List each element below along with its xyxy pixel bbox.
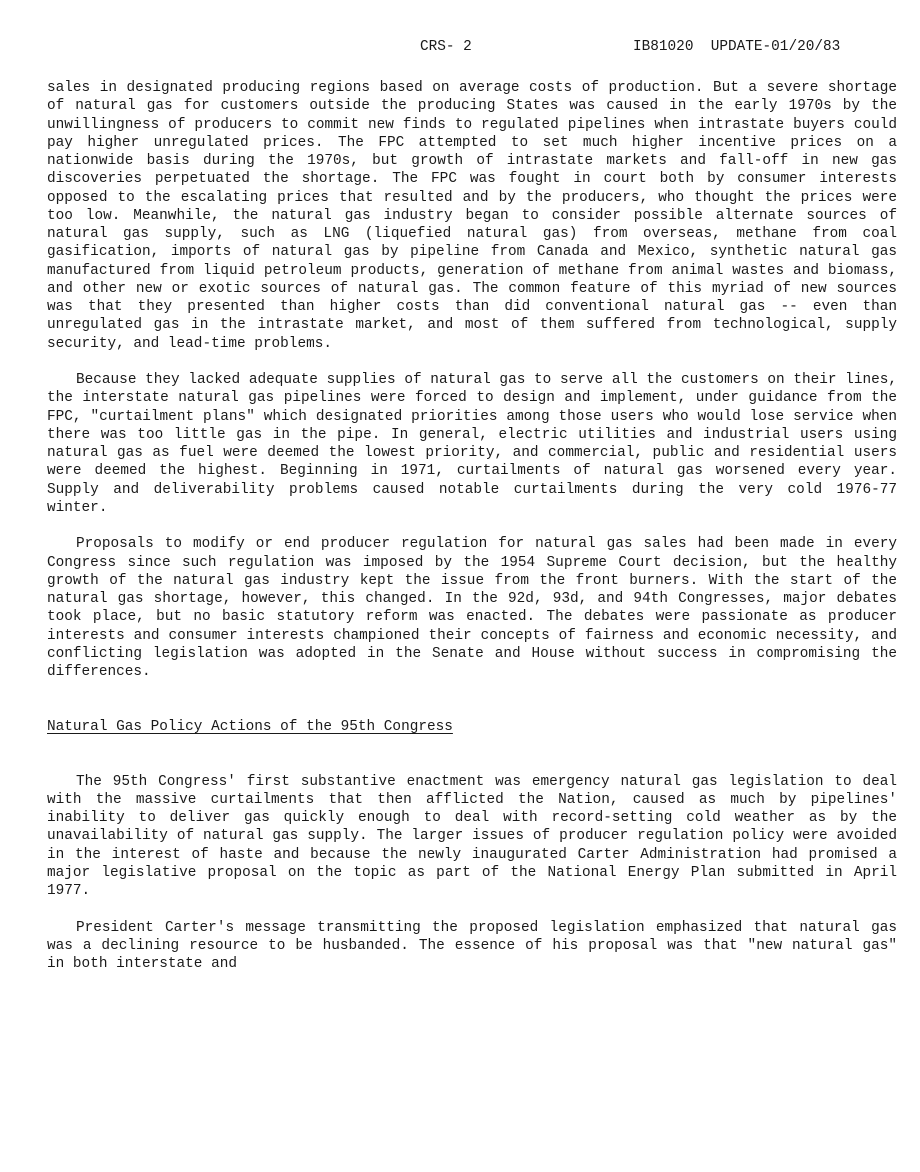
document-id: IB81020 UPDATE-01/20/83	[633, 39, 841, 55]
paragraph-proposals: Proposals to modify or end producer regulation for natural gas sales had been made in every Congress since such regulation was imposed by the 1954 Supreme Court decision, but the healthy growth of the natural gas industry kept the issue from the front burners. With the start of the natural gas shortage, however, this changed. In the 92d, 93d, and 94th Congresses, major debates took place, but no basic statutory reform was enacted. The debates were passionate as producer interests and consumer interests championed their concepts of fairness and economic necessity, and conflicting legislation was adopted in the Senate and House without success in compromising the differences.	[47, 536, 897, 680]
paragraph-95th-congress: The 95th Congress' first substantive enactment was emergency natural gas legislation to deal with the massive curtailments that then afflicted the Nation, caused as much by pipelines' inability to deliver gas quickly enough to deal with record-setting cold weather as by the unavailability of natural gas supply. The larger issues of producer regulation policy were avoided in the interest of haste and because the newly inaugurated Carter Administration had promised a major legislative proposal on the topic as part of the National Energy Plan submitted in April 1977.	[47, 773, 897, 899]
paragraph-continuation: sales in designated producing regions based on average costs of production. But a severe shortage of natural gas for customers outside the producing States was caused in the early 1970s by the unwillingness of producers to commit new finds to regulated pipelines when intrastate buyers could pay higher unregulated prices. The FPC attempted to set much higher incentive prices on a nationwide basis during the 1970s, but growth of intrastate markets and fall-off in new gas discoveries perpetuated the shortage. The FPC was fought in court both by consumer interests opposed to the escalating prices that resulted and by the producers, who thought the prices were too low. Meanwhile, the natural gas industry began to consider possible alternate sources of natural gas supply, such as LNG (liquefied natural gas) from overseas, methane from coal gasification, imports of natural gas by pipeline from Canada and Mexico, synthetic natural gas manufactured from liquid petroleum products, generation of methane from animal wastes and biomass, and other new or exotic sources of natural gas. The common feature of this myriad of new sources was that they presented than higher costs than did conventional natural gas -- even than unregulated gas in the intrastate market, and most of them suffered from technological, supply security, and lead-time problems.	[47, 80, 897, 352]
page-header	[47, 12, 897, 55]
paragraph-carter-message: President Carter's message transmitting the proposed legislation emphasized that natural gas was a declining resource to be husbanded. The essence of his proposal was that "new natural gas" in both interstate and	[47, 919, 897, 972]
section-heading: Natural Gas Policy Actions of the 95th Congress	[47, 718, 453, 735]
page-number: CRS- 2	[420, 39, 472, 55]
paragraph-curtailment: Because they lacked adequate supplies of natural gas to serve all the customers on their lines, the interstate natural gas pipelines were forced to design and implement, under guidance from the FPC, "curtailment plans" which designated priorities among those users who would lose service when there was too little gas in the pipe. In general, electric utilities and industrial users using natural gas as fuel were deemed the lowest priority, and commercial, public and residential users were deemed the highest. Beginning in 1971, curtailments of natural gas worsened every year. Supply and deliverability problems caused notable curtailments during the very cold 1976-77 winter.	[47, 372, 897, 516]
document-page	[47, 12, 897, 973]
